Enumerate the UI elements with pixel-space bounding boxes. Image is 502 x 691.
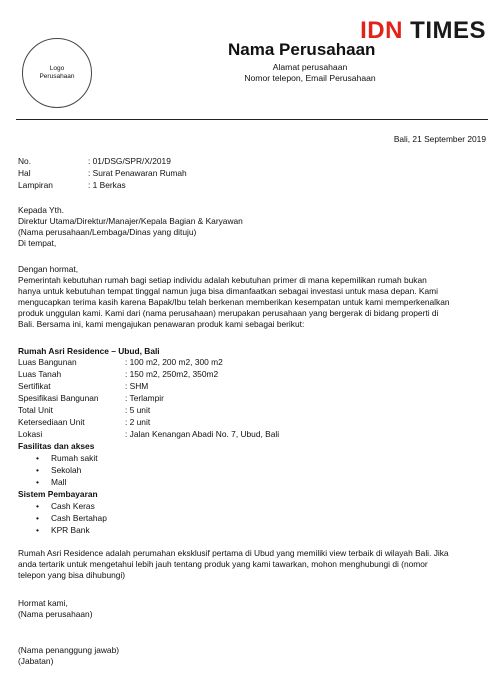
spec-row xyxy=(18,381,148,392)
spec-label: Luas Bangunan xyxy=(18,357,77,367)
recipient-line: Di tempat, xyxy=(18,238,57,248)
closing-line: Rumah Asri Residence adalah perumahan eksklusif pertama di Ubud yang memiliki view terbaik di wilayah Bali. Jika xyxy=(18,548,449,558)
intro-block xyxy=(18,264,486,330)
spec-value: : 5 unit xyxy=(125,405,151,415)
spec-row xyxy=(18,405,150,416)
company-contact: Nomor telepon, Email Perusahaan xyxy=(244,73,376,83)
product-title: Rumah Asri Residence – Ubud, Bali xyxy=(18,346,160,356)
meta-value: : 01/DSG/SPR/X/2019 xyxy=(88,156,171,166)
bullet-icon: • xyxy=(36,453,39,463)
bullet-icon: • xyxy=(36,477,39,487)
meta-label: No. xyxy=(18,156,32,166)
facility-label: Mall xyxy=(51,477,67,487)
spec-value: : 150 m2, 250m2, 350m2 xyxy=(125,369,219,379)
meta-row xyxy=(18,180,126,191)
spec-value: : Jalan Kenangan Abadi No. 7, Ubud, Bali xyxy=(125,429,280,439)
spec-label: Sertifikat xyxy=(18,381,51,391)
facility-label: Rumah sakit xyxy=(51,453,98,463)
spec-row xyxy=(18,429,279,440)
list-item xyxy=(36,453,98,464)
list-item xyxy=(36,525,90,536)
recipient-block xyxy=(18,205,486,249)
closing-line: telepon yang bisa dihubungi) xyxy=(18,570,126,580)
recipient-line: Kepada Yth. xyxy=(18,205,64,215)
logo-text-line1: Logo xyxy=(49,65,65,72)
list-item xyxy=(36,465,81,476)
company-address: Alamat perusahaan xyxy=(272,62,348,72)
spec-value: : 100 m2, 200 m2, 300 m2 xyxy=(125,357,223,367)
spec-row xyxy=(18,357,223,368)
meta-value: : Surat Penawaran Rumah xyxy=(88,168,187,178)
intro-line: Bali. Bersama ini, kami mengajukan penawaran produk kami sebagai berikut: xyxy=(18,319,305,329)
signatory-name: (Nama penanggung jawab) xyxy=(18,645,120,655)
recipient-line: (Nama perusahaan/Lembaga/Dinas yang dituju) xyxy=(18,227,197,237)
signatory-title: (Jabatan) xyxy=(18,656,54,666)
list-item xyxy=(36,513,107,524)
spec-value: : Terlampir xyxy=(125,393,164,403)
logo-text-line2: Perusahaan xyxy=(39,73,75,80)
header-divider xyxy=(16,119,488,120)
list-item xyxy=(36,477,66,488)
company-logo-placeholder xyxy=(22,38,92,108)
spec-label: Lokasi xyxy=(18,429,43,439)
company-name: Nama Perusahaan xyxy=(228,40,376,59)
brand-logo-part1: IDN xyxy=(360,17,403,44)
facilities-title: Fasilitas dan akses xyxy=(18,441,95,451)
closing-line: anda tertarik untuk mengetahui lebih jauh tentang produk yang kami tawarkan, mohon menghubungi di (nomor xyxy=(18,559,428,569)
list-item xyxy=(36,501,95,512)
spec-label: Luas Tanah xyxy=(18,369,62,379)
brand-logo-part2: TIMES xyxy=(410,17,486,44)
greeting: Dengan hormat, xyxy=(18,264,79,274)
signoff-line: Hormat kami, xyxy=(18,598,68,608)
meta-label: Hal xyxy=(18,168,31,178)
spec-label: Total Unit xyxy=(18,405,53,415)
intro-line: produk unggulan kami. Kami dari (nama perusahaan) merupakan perusahaan yang bergerak di bidang properti di xyxy=(18,308,439,318)
meta-label: Lampiran xyxy=(18,180,53,190)
spec-row xyxy=(18,417,150,428)
payment-title: Sistem Pembayaran xyxy=(18,489,98,499)
spec-value: : SHM xyxy=(125,381,149,391)
bullet-icon: • xyxy=(36,465,39,475)
meta-row xyxy=(18,156,171,167)
meta-value: : 1 Berkas xyxy=(88,180,126,190)
payment-label: KPR Bank xyxy=(51,525,90,535)
signatory-block xyxy=(18,645,486,667)
intro-line: mengucapkan terima kasih karena Bapak/Ibu telah berkenan memberikan kesempatan untuk kami memperkenalkan xyxy=(18,297,450,307)
bullet-icon: • xyxy=(36,501,39,511)
bullet-icon: • xyxy=(36,513,39,523)
recipient-line: Direktur Utama/Direktur/Manajer/Kepala Bagian & Karyawan xyxy=(18,216,243,226)
facility-label: Sekolah xyxy=(51,465,82,475)
brand-logo xyxy=(360,18,486,44)
bullet-icon: • xyxy=(36,525,39,535)
signoff-block xyxy=(18,598,486,620)
meta-row xyxy=(18,168,187,179)
payment-label: Cash Bertahap xyxy=(51,513,107,523)
spec-value: : 2 unit xyxy=(125,417,151,427)
signoff-line: (Nama perusahaan) xyxy=(18,609,93,619)
spec-row xyxy=(18,393,164,404)
intro-line: hanya untuk kebutuhan tempat tinggal namun juga bisa dimanfaatkan sebagai investasi untuk masa depan. Kami xyxy=(18,286,438,296)
closing-block xyxy=(18,548,486,581)
letter-date: Bali, 21 September 2019 xyxy=(393,134,486,144)
spec-row xyxy=(18,369,218,380)
intro-line: Pemerintah kebutuhan rumah bagi setiap individu adalah kebutuhan primer di mana kepemilikan rumah bukan xyxy=(18,275,427,285)
spec-label: Ketersediaan Unit xyxy=(18,417,85,427)
spec-label: Spesifikasi Bangunan xyxy=(18,393,99,403)
payment-label: Cash Keras xyxy=(51,501,95,511)
